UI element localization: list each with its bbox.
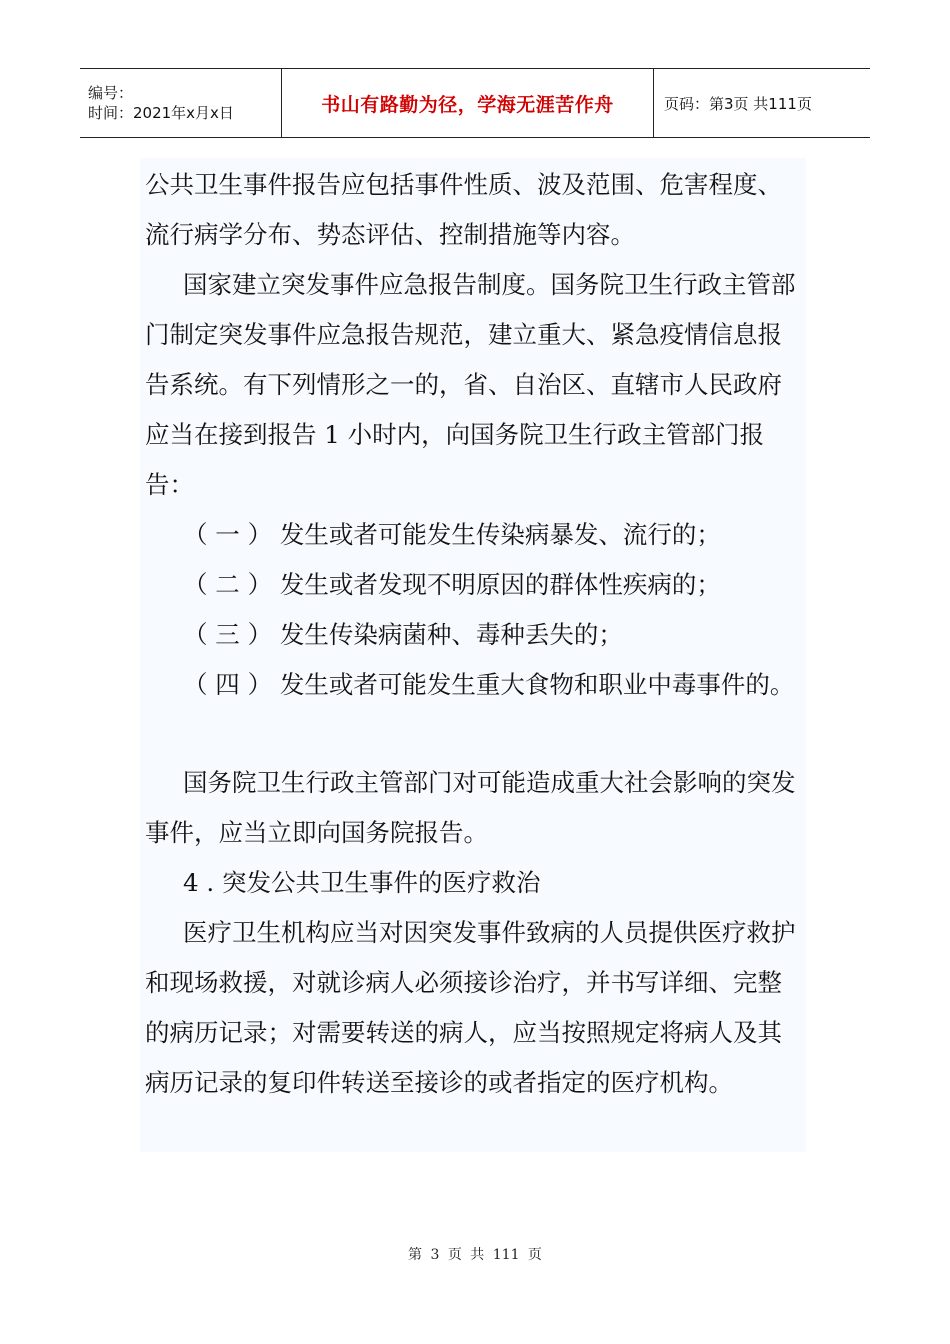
header-page-info bbox=[654, 69, 870, 137]
paragraph-medical-treatment: 医疗卫生机构应当对因突发事件致病的人员提供医疗救护和现场救援，对就诊病人必须接诊治疗，并书写详细、完整的病历记录；对需要转送的病人，应当按照规定将病人及其病历记录的复印件转送至接诊的或者指定的医疗机构。 bbox=[145, 918, 796, 1097]
list-item: （ 三 ） 发生传染病菌种、毒种丢失的； bbox=[183, 620, 623, 649]
document-time-label: 时间：2021年x月x日 bbox=[88, 104, 234, 122]
page-footer bbox=[0, 1244, 950, 1264]
header-meta bbox=[80, 69, 282, 137]
list-item: （ 二 ） 发生或者发现不明原因的群体性疾病的； bbox=[183, 570, 721, 599]
paragraph-report-system: 国家建立突发事件应急报告制度。国务院卫生行政主管部门制定突发事件应急报告规范，建立重大、紧急疫情信息报告系统。有下列情形之一的，省、自治区、直辖市人民政府应当在接到报告 1 小时内，向国务院卫生行政主管部门报告： bbox=[145, 270, 796, 499]
paragraph-state-council-report: 国务院卫生行政主管部门对可能造成重大社会影响的突发事件，应当立即向国务院报告。 bbox=[145, 768, 796, 847]
document-body bbox=[145, 160, 801, 1108]
page-info-text: 页码：第3页 共111页 bbox=[664, 94, 812, 113]
paragraph-report-content: 公共卫生事件报告应包括事件性质、波及范围、危害程度、流行病学分布、势态评估、控制措施等内容。 bbox=[145, 170, 782, 249]
footer-page-number: 第 3 页 共 111 页 bbox=[408, 1247, 542, 1263]
page-header bbox=[80, 68, 870, 138]
list-item: （ 四 ） 发生或者可能发生重大食物和职业中毒事件的。 bbox=[183, 670, 795, 699]
section-heading: 4 . 突发公共卫生事件的医疗救治 bbox=[183, 868, 541, 897]
motto-text: 书山有路勤为径，学海无涯苦作舟 bbox=[321, 93, 614, 116]
header-motto bbox=[282, 69, 654, 137]
document-number-label: 编号： bbox=[88, 84, 134, 102]
paragraph-spacer bbox=[145, 710, 801, 758]
list-item: （ 一 ） 发生或者可能发生传染病暴发、流行的； bbox=[183, 520, 721, 549]
